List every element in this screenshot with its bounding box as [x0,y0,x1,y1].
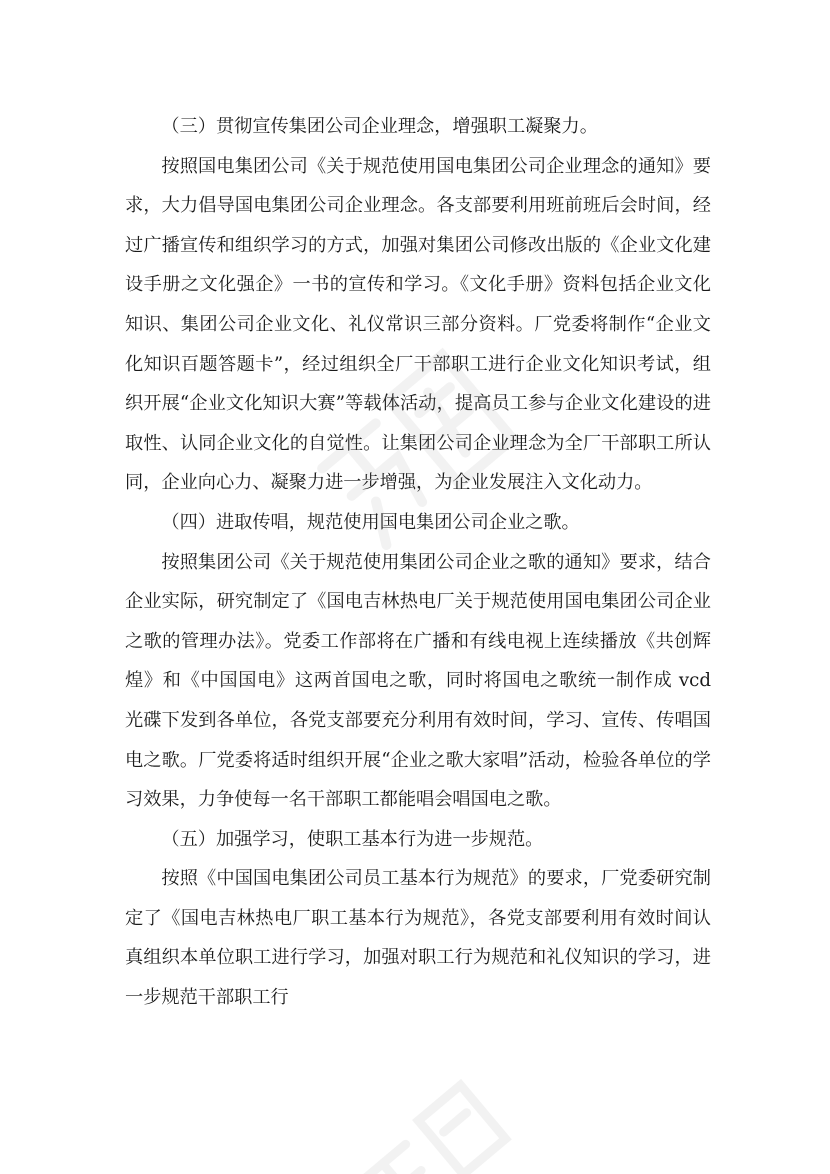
paragraph: 按照集团公司《关于规范使用集团公司企业之歌的通知》要求，结合企业实际，研究制定了《国电吉林热电厂关于规范使用国电集团公司企业之歌的管理办法》。党委工作部将在广播和有线电视上连续播放《共创辉煌》和《中国国电》这两首国电之歌，同时将国电之歌统一制作成 vcd 光碟下发到各单位，各党支部要充分利用有效时间，学习、宣传、传唱国电之歌。厂党委将适时组织开展“企业之歌大家唱”活动，检验各单位的学习效果，力争使每一名干部职工都能唱会唱国电之歌。 [125,551,711,811]
section-heading-3: （三）贯彻宣传集团公司企业理念，增强职工凝聚力。 [161,116,598,137]
document-body [125,107,711,1018]
section-heading-5: （五）加强学习，使职工基本行为进一步规范。 [161,828,544,850]
section-heading-4: （四）进取传唱，规范使用国电集团公司企业之歌。 [161,511,580,533]
paragraph: 按照国电集团公司《关于规范使用国电集团公司企业理念的通知》要求，大力倡导国电集团公司企业理念。各支部要利用班前班后会时间，经过广播宣传和组织学习的方式，加强对集团公司修改出版的《企业文化建设手册之文化强企》一书的宣传和学习。《文化手册》资料包括企业文化知识、集团公司企业文化、礼仪常识三部分资料。厂党委将制作“企业文化知识百题答题卡”，经过组织全厂干部职工进行企业文化知识考试，组织开展“企业文化知识大赛”等载体活动，提高员工参与企业文化建设的进取性、认同企业文化的自觉性。让集团公司企业理念为全厂干部职工所认同，企业向心力、凝聚力进一步增强，为企业发展注入文化动力。 [125,155,711,494]
paragraph: 按照《中国国电集团公司员工基本行为规范》的要求，厂党委研究制定了《国电吉林热电厂职工基本行为规范》，各党支部要利用有效时间认真组织本单位职工进行学习，加强对职工行为规范和礼仪知识的学习，进一步规范干部职工行 [125,868,711,1009]
watermark-logo-fragment-icon [330,1070,530,1174]
